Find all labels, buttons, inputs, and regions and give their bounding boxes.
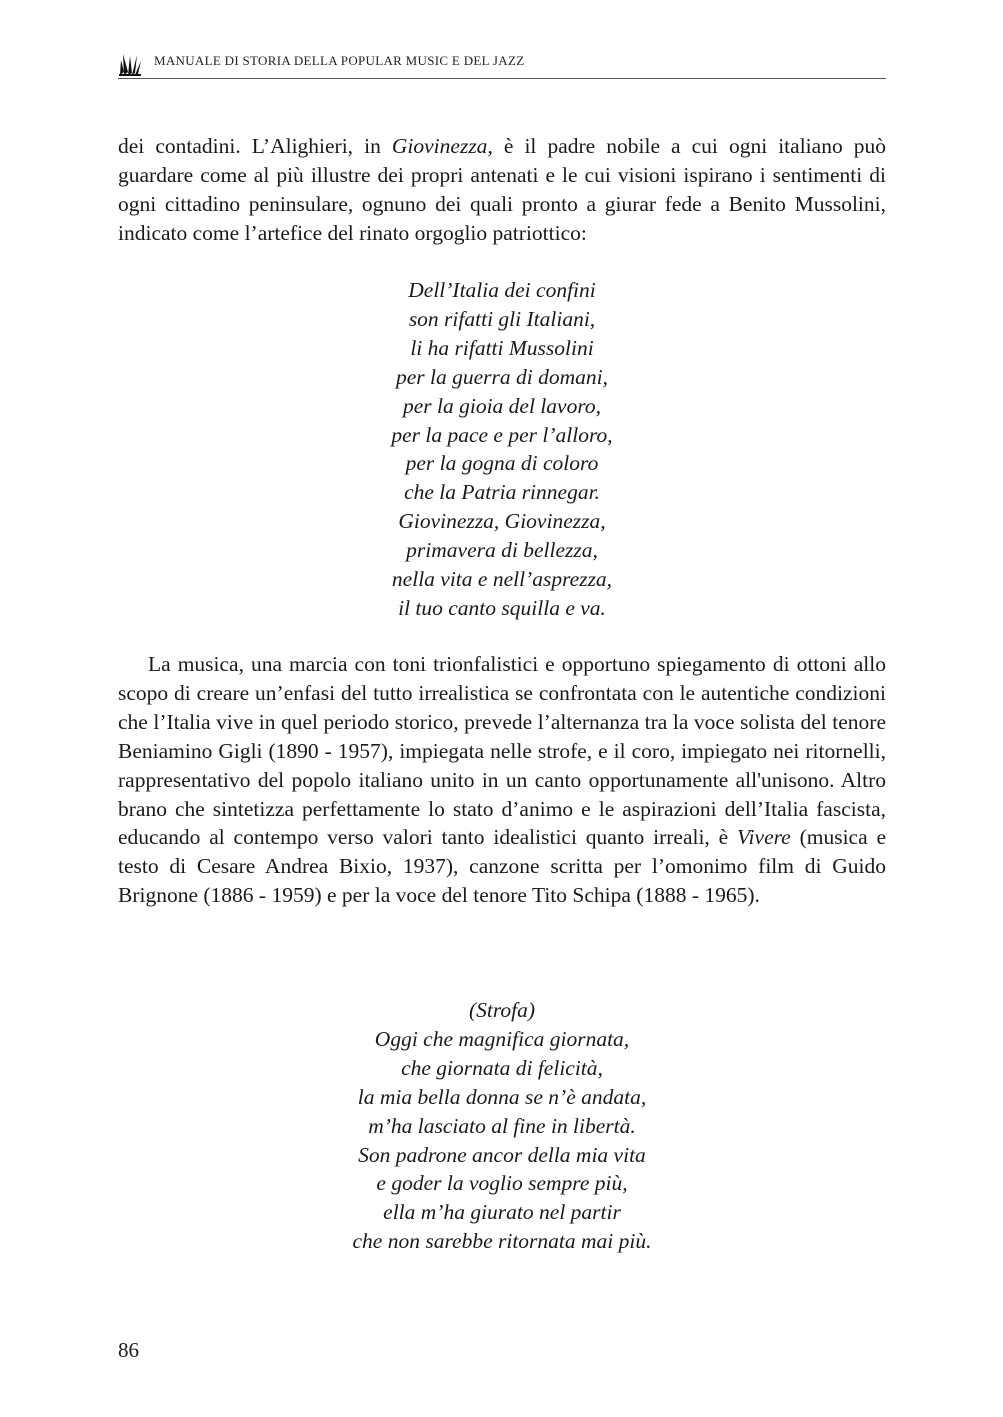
verse-line: per la guerra di domani, xyxy=(395,364,608,389)
verse-vivere xyxy=(118,996,886,1256)
verse-line: Giovinezza, Giovinezza, xyxy=(398,509,606,534)
verse-line: (Strofa) xyxy=(468,998,536,1022)
verse-line: primavera di bellezza, xyxy=(406,538,598,563)
verse-line: che giornata di felicità, xyxy=(401,1055,603,1080)
verse-line: ella m’ha giurato nel partir xyxy=(383,1200,621,1225)
page-number: 86 xyxy=(118,1338,139,1362)
verse-line: che la Patria rinnegar. xyxy=(404,480,600,505)
paragraph-1 xyxy=(118,132,886,248)
verse-giovinezza xyxy=(118,276,886,623)
verse-line: per la gioia del lavoro, xyxy=(402,393,602,418)
paragraph-1-text-a: dei contadini. L’Alighieri, in xyxy=(118,134,392,158)
verse-line: che non sarebbe ritornata mai più. xyxy=(352,1229,652,1254)
paragraph-2-title-vivere: Vivere xyxy=(737,825,791,850)
verse-line: nella vita e nell’asprezza, xyxy=(391,567,613,592)
paragraph-1-title-giovinezza: Giovinezza xyxy=(391,134,488,158)
page-header xyxy=(118,50,886,79)
verse-line: per la gogna di coloro xyxy=(405,451,599,476)
leaf-fan-icon xyxy=(118,52,142,76)
paragraph-2-text-b: (musica e testo di Cesare Andrea Bixio, 1937), canzone scritta per l’omonimo film di Guido Brignone (1886 - 1959) e per la voce del tenore Tito Schipa (1888 - 1965). xyxy=(118,825,886,908)
verse-line: la mia bella donna se n’è andata, xyxy=(357,1084,647,1109)
paragraph-1-text-b: , è il padre nobile a cui ogni italiano può guardare come al più illustre dei propri antenati e le cui visioni ispirano i sentimenti di ogni cittadino peninsulare, ognuno dei quali pronto a giurar fede a Benito Mussolini, indicato come l’artefice del rinato orgoglio patriottico: xyxy=(118,134,886,245)
verse-line: Oggi che magnifica giornata, xyxy=(374,1026,630,1051)
verse-line: il tuo canto squilla e va. xyxy=(398,595,606,620)
running-title: MANUALE DI STORIA DELLA POPULAR MUSIC E DEL JAZZ xyxy=(154,53,525,68)
verse-line: Dell’Italia dei confini xyxy=(408,278,596,302)
verse-line: li ha rifatti Mussolini xyxy=(410,335,594,360)
verse-line: e goder la voglio sempre più, xyxy=(376,1171,628,1196)
paragraph-2 xyxy=(118,650,886,910)
paragraph-2-text-a: La musica, una marcia con toni trionfalistici e opportuno spiegamento di ottoni allo scopo di creare un’enfasi del tutto irrealistica se confrontata con le autentiche condizioni che l’Italia vive in quel periodo storico, prevede l’alternanza tra la voce solista del tenore Beniamino Gigli (1890 - 1957), impiegata nelle strofe, e il coro, impiegato nei ritornelli, rappresentativo del popolo italiano unito in un canto opportunamente all'unisono. Altro brano che sintetizza perfettamente lo stato d’animo e le aspirazioni dell’Italia fascista, educando al contempo verso valori tanto idealistici quanto irreali, è xyxy=(118,652,886,850)
verse-line: Son padrone ancor della mia vita xyxy=(358,1142,646,1167)
verse-line: per la pace e per l’alloro, xyxy=(391,422,613,447)
verse-line: son rifatti gli Italiani, xyxy=(408,306,596,331)
verse-line: m’ha lasciato al fine in libertà. xyxy=(368,1113,636,1138)
